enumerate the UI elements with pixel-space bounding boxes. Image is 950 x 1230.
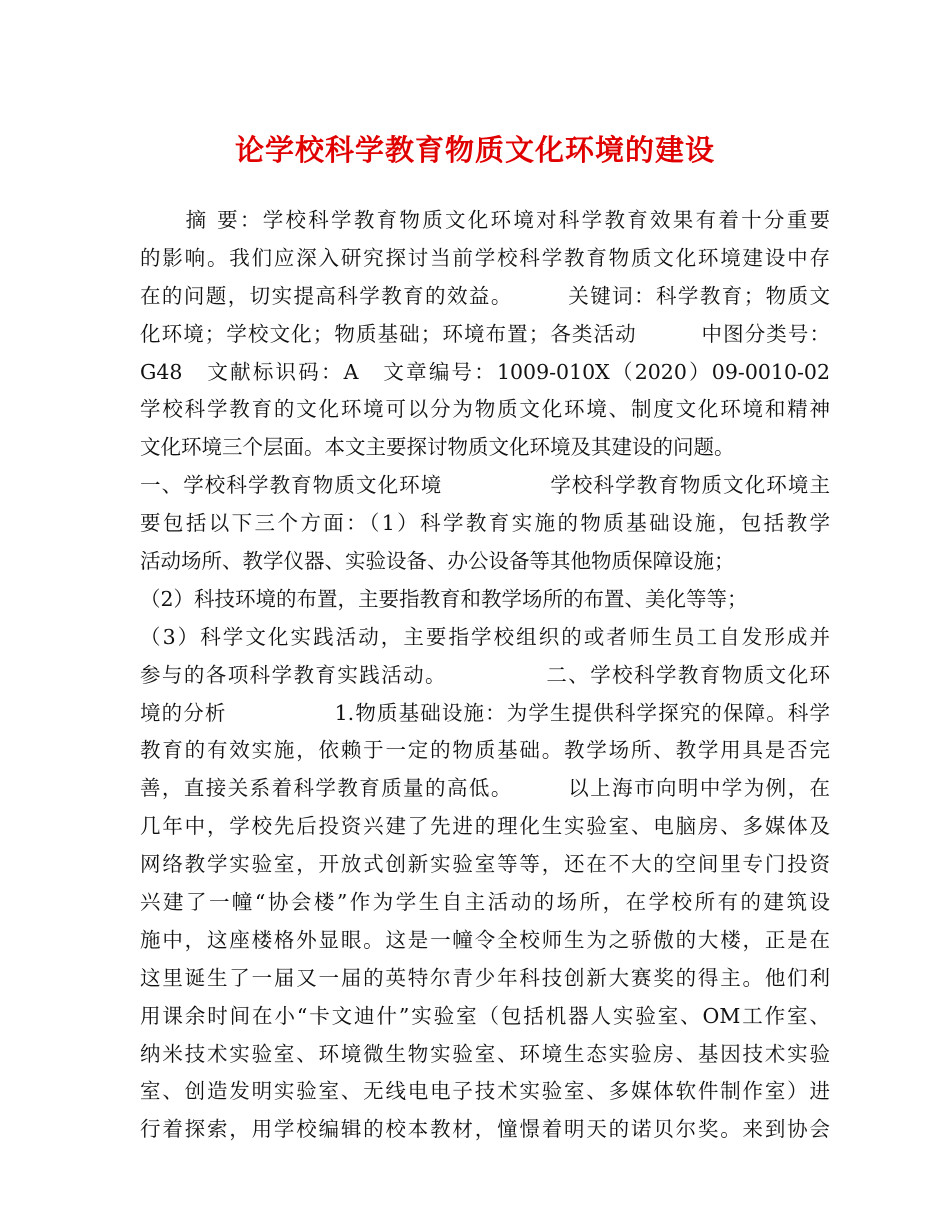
body-line: 用课余时间在小“卡文迪什”实验室（包括机器人实验室、OM工作室、 xyxy=(140,1003,830,1028)
body-line: 活动场所、教学仪器、实验设备、办公设备等其他物质保障设施； xyxy=(140,549,735,574)
body-line: 摘 要：学校科学教育物质文化环境对科学教育效果有着十分重要 xyxy=(140,208,830,232)
body-line: （3）科学文化实践活动，主要指学校组织的或者师生员工自发形成并 xyxy=(140,624,830,649)
body-line: 教育的有效实施，依赖于一定的物质基础。教学场所、教学用具是否完 xyxy=(140,738,830,763)
body-line: 境的分析 1.物质基础设施：为学生提供科学探究的保障。科学 xyxy=(140,700,830,725)
body-line: 行着探索，用学校编辑的校本教材，憧憬着明天的诺贝尔奖。来到协会 xyxy=(140,1117,830,1142)
body-line: 的影响。我们应深入研究探讨当前学校科学教育物质文化环境建设中存 xyxy=(140,245,830,270)
body-line: 一、学校科学教育物质文化环境 学校科学教育物质文化环境主 xyxy=(140,473,830,498)
document-body xyxy=(140,202,830,1149)
body-line: （2）科技环境的布置，主要指教育和教学场所的布置、美化等等； xyxy=(140,586,748,611)
body-line: 参与的各项科学教育实践活动。 二、学校科学教育物质文化环 xyxy=(140,662,830,687)
body-line: 网络教学实验室，开放式创新实验室等等，还在不大的空间里专门投资 xyxy=(140,852,830,877)
body-line: 这里诞生了一届又一届的英特尔青少年科技创新大赛奖的得主。他们利 xyxy=(140,965,830,990)
body-line: 文化环境三个层面。本文主要探讨物质文化环境及其建设的问题。 xyxy=(140,435,735,460)
body-line: 要包括以下三个方面：（1）科学教育实施的物质基础设施，包括教学 xyxy=(140,511,830,536)
body-line: G48 文献标识码：A 文章编号：1009-010X（2020）09-0010-02 xyxy=(140,359,830,384)
body-line: 几年中，学校先后投资兴建了先进的理化生实验室、电脑房、多媒体及 xyxy=(140,814,830,839)
body-line: 学校科学教育的文化环境可以分为物质文化环境、制度文化环境和精神 xyxy=(140,397,830,422)
body-line: 在的问题，切实提高科学教育的效益。 关键词：科学教育；物质文 xyxy=(140,283,830,308)
body-line: 善，直接关系着科学教育质量的高低。 以上海市向明中学为例，在 xyxy=(140,776,830,801)
document-title: 论学校科学教育物质文化环境的建设 xyxy=(234,133,715,167)
body-line: 室、创造发明实验室、无线电电子技术实验室、多媒体软件制作室）进 xyxy=(140,1079,830,1104)
body-line: 纳米技术实验室、环境微生物实验室、环境生态实验房、基因技术实验 xyxy=(140,1041,830,1066)
body-line: 化环境；学校文化；物质基础；环境布置；各类活动 中图分类号： xyxy=(140,321,830,346)
body-line: 兴建了一幢“协会楼”作为学生自主活动的场所，在学校所有的建筑设 xyxy=(140,890,830,915)
body-line: 施中，这座楼格外显眼。这是一幢令全校师生为之骄傲的大楼，正是在 xyxy=(140,927,830,952)
